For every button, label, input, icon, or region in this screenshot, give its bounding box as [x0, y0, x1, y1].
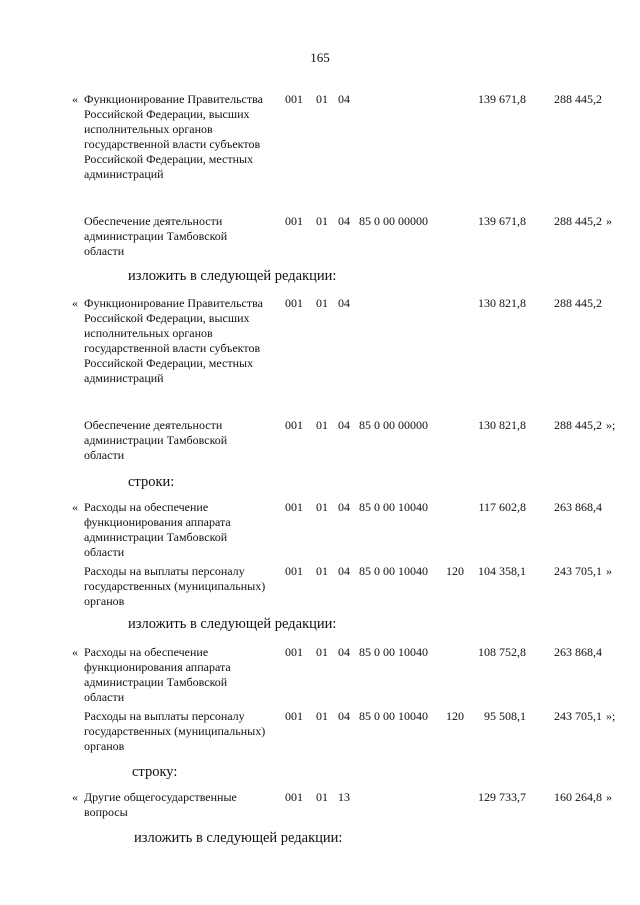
- subsection-code: 04: [338, 92, 350, 106]
- row-name: Расходы на обеспечение функционирования аппарата администрации Тамбовской области: [84, 645, 231, 704]
- target-article-code: 85 0 00 10040: [359, 709, 428, 723]
- target-article-code: 85 0 00 00000: [359, 418, 428, 432]
- subsection-code: 04: [338, 214, 350, 228]
- target-article-code: 85 0 00 00000: [359, 214, 428, 228]
- subsection-code: 04: [338, 564, 350, 578]
- amount-year1: 95 508,1: [484, 709, 526, 723]
- subsection-code: 13: [338, 790, 350, 804]
- row-name: Расходы на выплаты персоналу государственных (муниципальных) органов: [84, 564, 266, 608]
- amount-year2: 263 868,4: [554, 645, 602, 659]
- amount-year1: 129 733,7: [478, 790, 526, 804]
- admin-code: 001: [285, 92, 303, 106]
- admin-code: 001: [285, 790, 303, 804]
- admin-code: 001: [285, 645, 303, 659]
- amount-year1: 108 752,8: [478, 645, 526, 659]
- admin-code: 001: [285, 214, 303, 228]
- row-name: Функционирование Правительства Российской Федерации, высших исполнительных органов государственной власти субъектов Российской Федерации, местных администраций: [84, 92, 263, 181]
- expense-type-code: 120: [446, 709, 464, 723]
- instruction-text: строку:: [132, 764, 178, 780]
- row-name: Функционирование Правительства Российской Федерации, высших исполнительных органов государственной власти субъектов Российской Федерации, местных администраций: [84, 296, 263, 385]
- subsection-code: 04: [338, 296, 350, 310]
- amount-year1: 117 602,8: [478, 500, 526, 514]
- open-quote: «: [72, 92, 78, 106]
- admin-code: 001: [285, 418, 303, 432]
- subsection-code: 04: [338, 645, 350, 659]
- amount-year2: 160 264,8: [554, 790, 602, 804]
- close-quote: »: [606, 564, 612, 578]
- close-quote: »;: [606, 418, 616, 432]
- amount-year2: 288 445,2: [554, 214, 602, 228]
- instruction-text: изложить в следующей редакции:: [128, 616, 337, 632]
- target-article-code: 85 0 00 10040: [359, 500, 428, 514]
- section-code: 01: [316, 709, 328, 723]
- section-code: 01: [316, 214, 328, 228]
- instruction-text: строки:: [128, 474, 175, 490]
- open-quote: «: [72, 500, 78, 514]
- amount-year2: 288 445,2: [554, 92, 602, 106]
- row-name: Другие общегосударственные вопросы: [84, 790, 237, 819]
- section-code: 01: [316, 564, 328, 578]
- amount-year2: 243 705,1: [554, 709, 602, 723]
- amount-year1: 139 671,8: [478, 214, 526, 228]
- section-code: 01: [316, 790, 328, 804]
- amount-year2: 288 445,2: [554, 418, 602, 432]
- subsection-code: 04: [338, 500, 350, 514]
- section-code: 01: [316, 500, 328, 514]
- section-code: 01: [316, 296, 328, 310]
- instruction-text: изложить в следующей редакции:: [134, 830, 343, 846]
- section-code: 01: [316, 645, 328, 659]
- admin-code: 001: [285, 296, 303, 310]
- open-quote: «: [72, 645, 78, 659]
- section-code: 01: [316, 418, 328, 432]
- amount-year2: 263 868,4: [554, 500, 602, 514]
- amount-year1: 130 821,8: [478, 418, 526, 432]
- row-name: Расходы на обеспечение функционирования аппарата администрации Тамбовской области: [84, 500, 231, 559]
- close-quote: »;: [606, 709, 616, 723]
- open-quote: «: [72, 296, 78, 310]
- instruction-text: изложить в следующей редакции:: [128, 268, 337, 284]
- admin-code: 001: [285, 564, 303, 578]
- close-quote: »: [606, 214, 612, 228]
- row-name: Расходы на выплаты персоналу государственных (муниципальных) органов: [84, 709, 266, 753]
- expense-type-code: 120: [446, 564, 464, 578]
- subsection-code: 04: [338, 709, 350, 723]
- section-code: 01: [316, 92, 328, 106]
- target-article-code: 85 0 00 10040: [359, 564, 428, 578]
- admin-code: 001: [285, 709, 303, 723]
- close-quote: »: [606, 790, 612, 804]
- target-article-code: 85 0 00 10040: [359, 645, 428, 659]
- row-name: Обеспечение деятельности администрации Тамбовской области: [84, 214, 228, 258]
- amount-year1: 130 821,8: [478, 296, 526, 310]
- admin-code: 001: [285, 500, 303, 514]
- page-number: 165: [310, 50, 330, 65]
- subsection-code: 04: [338, 418, 350, 432]
- open-quote: «: [72, 790, 78, 804]
- amount-year2: 243 705,1: [554, 564, 602, 578]
- row-name: Обеспечение деятельности администрации Тамбовской области: [84, 418, 228, 462]
- amount-year1: 104 358,1: [478, 564, 526, 578]
- amount-year2: 288 445,2: [554, 296, 602, 310]
- amount-year1: 139 671,8: [478, 92, 526, 106]
